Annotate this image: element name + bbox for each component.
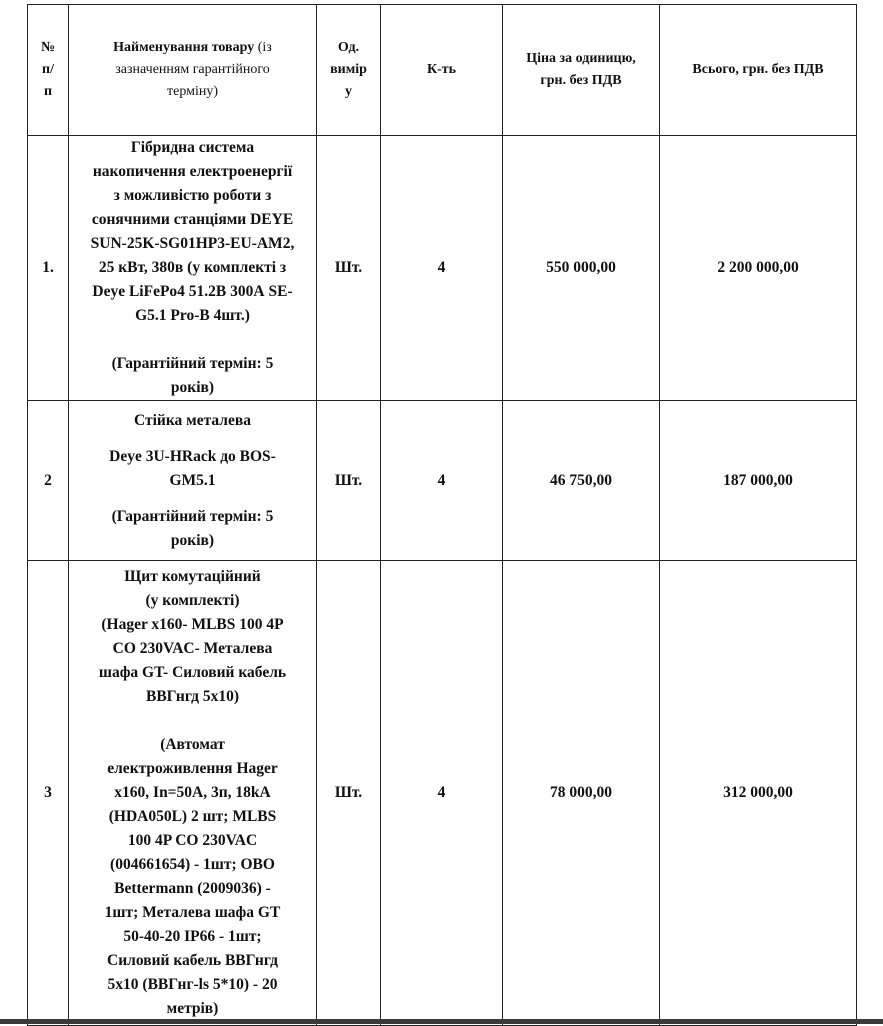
- product-name-line: Гібридна система: [130, 139, 255, 156]
- product-name-line: електроживлення Hager: [107, 760, 278, 777]
- product-name-line: (Автомат: [160, 736, 225, 753]
- product-name-line: Deye LiFePo4 51.2В 300А SE-: [92, 283, 293, 300]
- header-number-symbol: №: [40, 40, 56, 55]
- quantity-cell: 4: [381, 136, 503, 401]
- product-name-line: Bettermann (2009036) -: [114, 880, 271, 897]
- header-number: [28, 5, 69, 136]
- specification-table: [27, 4, 857, 1026]
- header-unit-line2: вимір: [330, 62, 367, 77]
- product-name-line: 1шт; Металева шафа GT: [104, 904, 281, 921]
- product-name-line: з можливістю роботи з: [113, 187, 272, 204]
- product-name-line: шафа GT- Силовий кабель: [98, 664, 287, 681]
- header-product-name-bold: Найменування товару: [113, 40, 255, 55]
- product-name-line: Стійка металева: [134, 411, 251, 429]
- header-product-name: [69, 5, 317, 136]
- quantity-cell: 4: [381, 401, 503, 561]
- product-name-line: накопичення електроенергії: [92, 163, 293, 180]
- header-product-name-line3: терміну): [166, 84, 219, 99]
- scanner-bottom-edge: [0, 1019, 883, 1024]
- product-name-line: 25 кВт, 380в (у комплекті з: [98, 259, 287, 276]
- product-name-line: G5.1 Pro-B 4шт.): [135, 307, 250, 324]
- total-cell: 312 000,00: [660, 561, 857, 1026]
- header-product-name-paren: (із: [257, 40, 272, 55]
- unit-cell: Шт.: [317, 136, 381, 401]
- header-row: [28, 5, 857, 136]
- product-name-line: GM5.1: [169, 471, 216, 489]
- unit-cell: Шт.: [317, 401, 381, 561]
- warranty-line: (Гарантійний термін: 5: [111, 355, 274, 372]
- product-name-cell: [69, 561, 317, 1026]
- header-unit-line3: у: [345, 84, 352, 99]
- warranty-line: років): [170, 379, 215, 396]
- header-number-line2: п/: [42, 62, 54, 77]
- header-unit: [317, 5, 381, 136]
- product-name-cell: [69, 136, 317, 401]
- total-cell: 187 000,00: [660, 401, 857, 561]
- unit-price-cell: 78 000,00: [503, 561, 660, 1026]
- product-name-line: 50-40-20 IP66 - 1шт;: [123, 928, 262, 945]
- product-name-line: Щит комутаційний: [124, 568, 261, 585]
- product-name-line: Deye 3U-HRack до BOS-: [109, 447, 276, 465]
- header-total: Всього, грн. без ПДВ: [660, 5, 857, 136]
- header-product-name-line2: зазначенням гарантійного: [115, 62, 270, 77]
- product-name-line: Силовий кабель ВВГнгд: [107, 952, 278, 969]
- header-number-line3: п: [43, 84, 53, 99]
- unit-price-cell: 550 000,00: [503, 136, 660, 401]
- warranty-line: (Гарантійний термін: 5: [111, 507, 274, 525]
- header-unit-price-line1: Ціна за одиницю,: [526, 51, 636, 66]
- warranty-line: років): [170, 531, 215, 549]
- product-name-line: ВВГнгд 5х10): [145, 688, 240, 705]
- product-name-line: (HDA050L) 2 шт; MLBS: [108, 808, 277, 825]
- product-name-line: 5х10 (ВВГнг-ls 5*10) - 20: [107, 976, 278, 993]
- product-name-line: 100 4P CO 230VAC: [127, 832, 258, 849]
- table-row: [28, 401, 857, 561]
- product-name-line: SUN-25K-SG01HP3-EU-AM2,: [90, 235, 295, 252]
- header-unit-price: [503, 5, 660, 136]
- product-name-cell: [69, 401, 317, 561]
- product-name-line: сонячними станціями DEYE: [91, 211, 294, 228]
- row-number: 3: [28, 561, 69, 1026]
- product-name-line: метрів): [166, 1000, 219, 1017]
- product-name-line: x160, In=50A, 3п, 18kA: [114, 784, 271, 801]
- row-number: 1.: [28, 136, 69, 401]
- product-name-line: (Hager x160- MLBS 100 4P: [101, 616, 284, 633]
- unit-cell: Шт.: [317, 561, 381, 1026]
- unit-price-cell: 46 750,00: [503, 401, 660, 561]
- product-name-line: (004661654) - 1шт; OBO: [110, 856, 275, 873]
- table-row: [28, 561, 857, 1026]
- header-unit-price-line2: грн. без ПДВ: [540, 73, 622, 88]
- product-name-line: CO 230VAC- Металева: [112, 640, 273, 657]
- header-quantity: К-ть: [381, 5, 503, 136]
- product-name-line: (у комплекті): [145, 592, 240, 609]
- table-row: [28, 136, 857, 401]
- row-number: 2: [28, 401, 69, 561]
- total-cell: 2 200 000,00: [660, 136, 857, 401]
- header-unit-line1: Од.: [337, 40, 360, 55]
- quantity-cell: 4: [381, 561, 503, 1026]
